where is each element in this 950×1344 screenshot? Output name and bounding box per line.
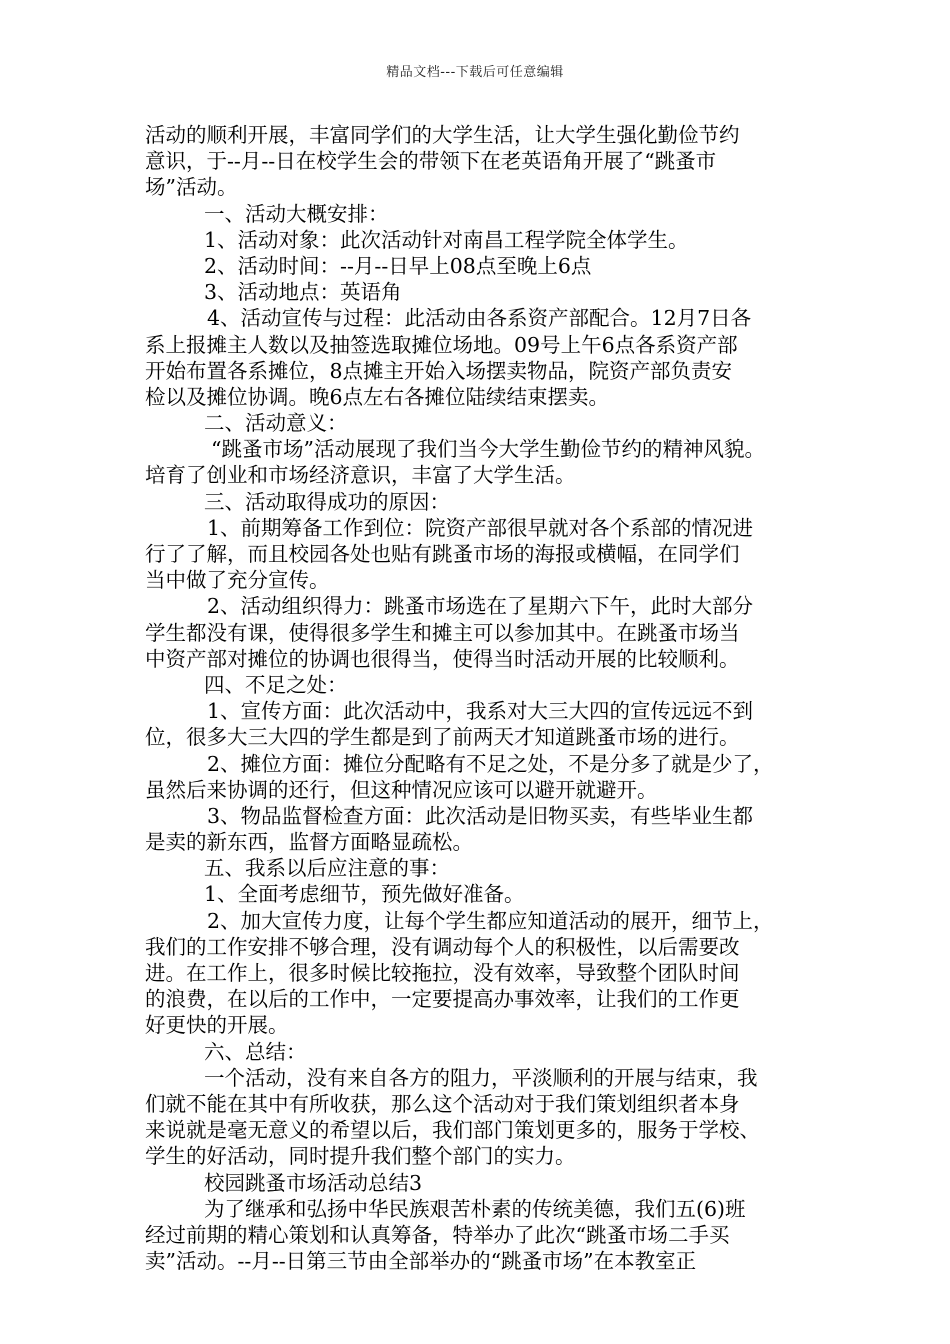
paragraph-line: 开始布置各系摊位，8点摊主开始入场摆卖物品，院资产部负责安 [145,358,733,383]
paragraph-line: 系上报摊主人数以及抽签选取摊位场地。09号上午6点各系资产部 [145,332,738,357]
paragraph-line: 们就不能在其中有所收获，那么这个活动对于我们策划组织者本身 [145,1091,740,1116]
paragraph-line: 好更快的开展。 [145,1013,289,1038]
paragraph-line: 二、活动意义： [204,411,348,436]
paragraph-line: 培育了创业和市场经济意识，丰富了大学生活。 [145,463,576,488]
paragraph-line: 场”活动。 [145,175,238,200]
paragraph-line: 学生都没有课，使得很多学生和摊主可以参加其中。在跳蚤市场当 [145,620,740,645]
paragraph-line: 一、活动大概安排： [204,201,389,226]
paragraph-line: 3、活动地点：英语角 [204,280,402,305]
paragraph-line: 3、物品监督检查方面：此次活动是旧物买卖，有些毕业生都 [207,803,754,828]
paragraph-line: 1、前期筹备工作到位：院资产部很早就对各个系部的情况进 [207,515,754,540]
paragraph-line: 为了继承和弘扬中华民族艰苦朴素的传统美德，我们五(6)班 [204,1196,746,1221]
paragraph-line: 当中做了充分宣传。 [145,568,330,593]
paragraph-line: 2、活动时间：--月--日早上08点至晚上6点 [204,253,592,278]
document-body [145,122,815,1274]
paragraph-line: 1、活动对象：此次活动针对南昌工程学院全体学生。 [204,227,689,252]
paragraph-line: 虽然后来协调的还行，但这种情况应该可以避开就避开。 [145,777,658,802]
paragraph-line: 五、我系以后应注意的事： [204,856,450,881]
paragraph-line: 校园跳蚤市场活动总结3 [204,1170,423,1195]
paragraph-line: “跳蚤市场”活动展现了我们当今大学生勤俭节约的精神风貌。 [211,437,765,462]
paragraph-line: 来说就是毫无意义的希望以后，我们部门策划更多的，服务于学校、 [145,1118,760,1143]
page-header: 精品文档---下载后可任意编辑 [386,65,564,80]
paragraph-line: 2、摊位方面：摊位分配略有不足之处，不是分多了就是少了， [207,751,774,776]
paragraph-line: 是卖的新东西，监督方面略显疏松。 [145,830,473,855]
paragraph-line: 一个活动，没有来自各方的阻力，平淡顺利的开展与结束，我 [204,1065,758,1090]
paragraph-line: 4、活动宣传与过程：此活动由各系资产部配合。12月7日各 [207,306,752,331]
paragraph-line: 2、活动组织得力：跳蚤市场选在了星期六下午，此时大部分 [207,594,754,619]
paragraph-line: 中资产部对摊位的协调也很得当，使得当时活动开展的比较顺利。 [145,646,740,671]
paragraph-line: 位，很多大三大四的学生都是到了前两天才知道跳蚤市场的进行。 [145,725,740,750]
paragraph-line: 2、加大宣传力度，让每个学生都应知道活动的展开，细节上， [207,908,774,933]
paragraph-line: 1、宣传方面：此次活动中，我系对大三大四的宣传远远不到 [207,699,754,724]
paragraph-line: 意识，于--月--日在校学生会的带领下在老英语角开展了“跳蚤市 [145,149,717,174]
paragraph-line: 经过前期的精心策划和认真筹备，特举办了此次“跳蚤市场二手买 [145,1222,730,1247]
paragraph-line: 活动的顺利开展，丰富同学们的大学生活，让大学生强化勤俭节约 [145,123,740,147]
paragraph-line: 1、全面考虑细节，预先做好准备。 [204,882,525,907]
paragraph-line: 行了了解，而且校园各处也贴有跳蚤市场的海报或横幅，在同学们 [145,542,740,566]
paragraph-line: 三、活动取得成功的原因： [204,489,450,514]
paragraph-line: 检以及摊位协调。晚6点左右各摊位陆续结束摆卖。 [145,384,610,409]
paragraph-line: 我们的工作安排不够合理，没有调动每个人的积极性，以后需要改 [145,934,740,959]
paragraph-line: 学生的好活动，同时提升我们整个部门的实力。 [145,1144,576,1169]
paragraph-line: 六、总结： [204,1039,307,1064]
paragraph-line: 的浪费，在以后的工作中，一定要提高办事效率，让我们的工作更 [145,987,740,1012]
paragraph-line: 进。在工作上，很多时候比较拖拉，没有效率，导致整个团队时间 [145,961,740,985]
paragraph-line: 四、不足之处： [204,672,348,697]
paragraph-line: 卖”活动。--月--日第三节由全部举办的“跳蚤市场”在本教室正 [145,1249,697,1274]
